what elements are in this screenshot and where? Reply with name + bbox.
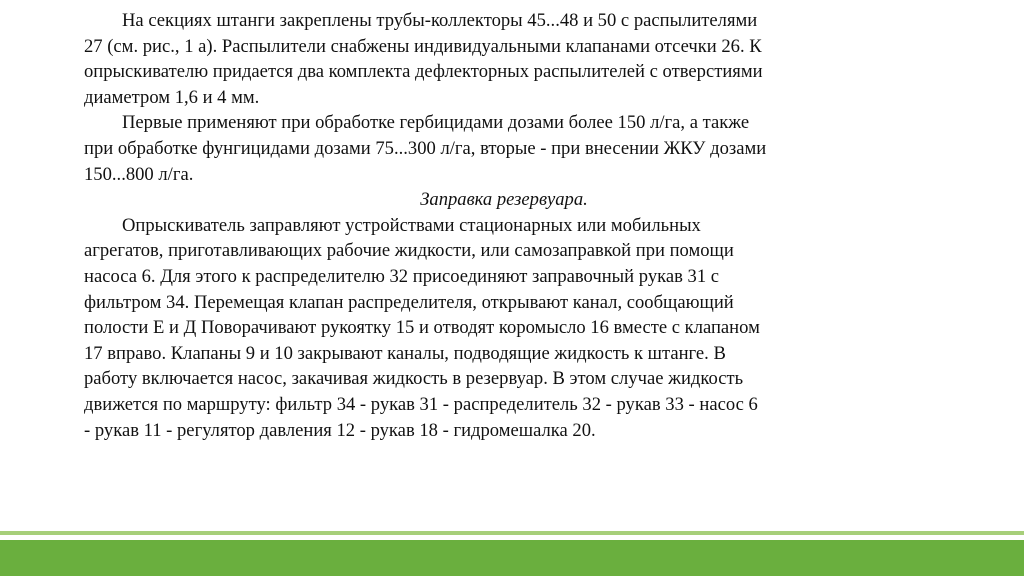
- footer-bar: [0, 531, 1024, 576]
- text-line: фильтром 34. Перемещая клапан распределителя, открывают канал, сообщающий: [84, 291, 734, 313]
- text-line: Первые применяют при обработке гербицидами дозами более 150 л/га, а также: [122, 112, 750, 134]
- text-line: работу включается насос, закачивая жидкость в резервуар. В этом случае жидкость: [84, 368, 744, 390]
- footer-main-stripe: [0, 540, 1024, 576]
- text-line: опрыскивателю придается два комплекта дефлекторных распылителей с отверстиями: [84, 61, 763, 83]
- text-line: - рукав 11 - регулятор давления 12 - рукав 18 - гидромешалка 20.: [84, 419, 596, 441]
- text-line: 150...800 л/га.: [84, 163, 194, 185]
- text-line: при обработке фунгицидами дозами 75...300 л/га, вторые - при внесении ЖКУ дозами: [84, 137, 767, 159]
- text-line: насоса 6. Для этого к распределителю 32 присоединяют заправочный рукав 31 с: [84, 265, 720, 287]
- text-line: 17 вправо. Клапаны 9 и 10 закрывают каналы, подводящие жидкость к штанге. В: [84, 342, 726, 364]
- text-line: полости Е и Д Поворачивают рукоятку 15 и отводят коромысло 16 вместе с клапаном: [84, 317, 760, 339]
- text-line: Опрыскиватель заправляют устройствами стационарных или мобильных: [122, 214, 701, 236]
- text-line: диаметром 1,6 и 4 мм.: [84, 86, 260, 108]
- text-line: движется по маршруту: фильтр 34 - рукав 31 - распределитель 32 - рукав 33 - насос 6: [84, 393, 758, 415]
- slide-body-text: [84, 8, 884, 443]
- text-line: агрегатов, приготавливающих рабочие жидкости, или самозаправкой при помощи: [84, 240, 734, 262]
- section-heading: Заправка резервуара.: [420, 189, 588, 211]
- text-line: На секциях штанги закреплены трубы-коллекторы 45...48 и 50 с распылителями: [122, 10, 758, 31]
- text-line: 27 (см. рис., 1 а). Распылители снабжены индивидуальными клапанами отсечки 26. К: [84, 35, 762, 57]
